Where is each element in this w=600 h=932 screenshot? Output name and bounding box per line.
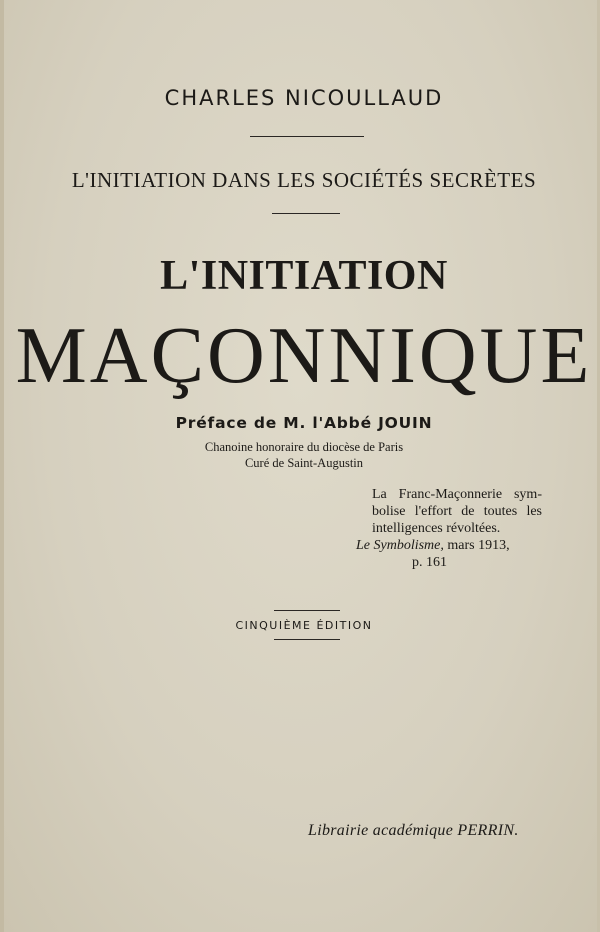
divider-rule	[272, 213, 340, 214]
publisher-name: PERRIN	[457, 822, 515, 839]
publisher-prefix: Librairie académique	[308, 822, 458, 839]
divider-rule	[274, 639, 340, 640]
epigraph-source-date: mars 1913,	[443, 538, 510, 553]
edition-label: CINQUIÈME ÉDITION	[235, 619, 373, 632]
epigraph-line-2: bolise l'effort de toutes les	[372, 504, 542, 519]
author-name: CHARLES NICOULLAUD	[164, 86, 444, 110]
epigraph-source-title: Le Symbolisme,	[356, 538, 444, 553]
divider-rule	[250, 136, 364, 137]
divider-rule	[274, 610, 340, 611]
epigraph-source-page: p. 161	[412, 555, 447, 570]
epigraph	[350, 486, 542, 571]
epigraph-line-1: La Franc-Maçonnerie sym-	[372, 487, 542, 502]
publisher-suffix: .	[514, 822, 519, 839]
preface-subtitle-2: Curé de Saint-Augustin	[244, 456, 364, 470]
publisher-imprint	[308, 822, 519, 840]
title-line-2: MAÇONNIQUE	[15, 312, 593, 400]
preface-credit: Préface de M. l'Abbé JOUIN	[175, 414, 433, 432]
title-line-1: L'INITIATION	[160, 253, 448, 299]
epigraph-line-3: intelligences révoltées.	[372, 521, 501, 536]
epigraph-source	[350, 537, 542, 554]
series-title: L'INITIATION DANS LES SOCIÉTÉS SECRÈTES	[71, 168, 537, 192]
preface-subtitle-1: Chanoine honoraire du diocèse de Paris	[204, 440, 404, 454]
